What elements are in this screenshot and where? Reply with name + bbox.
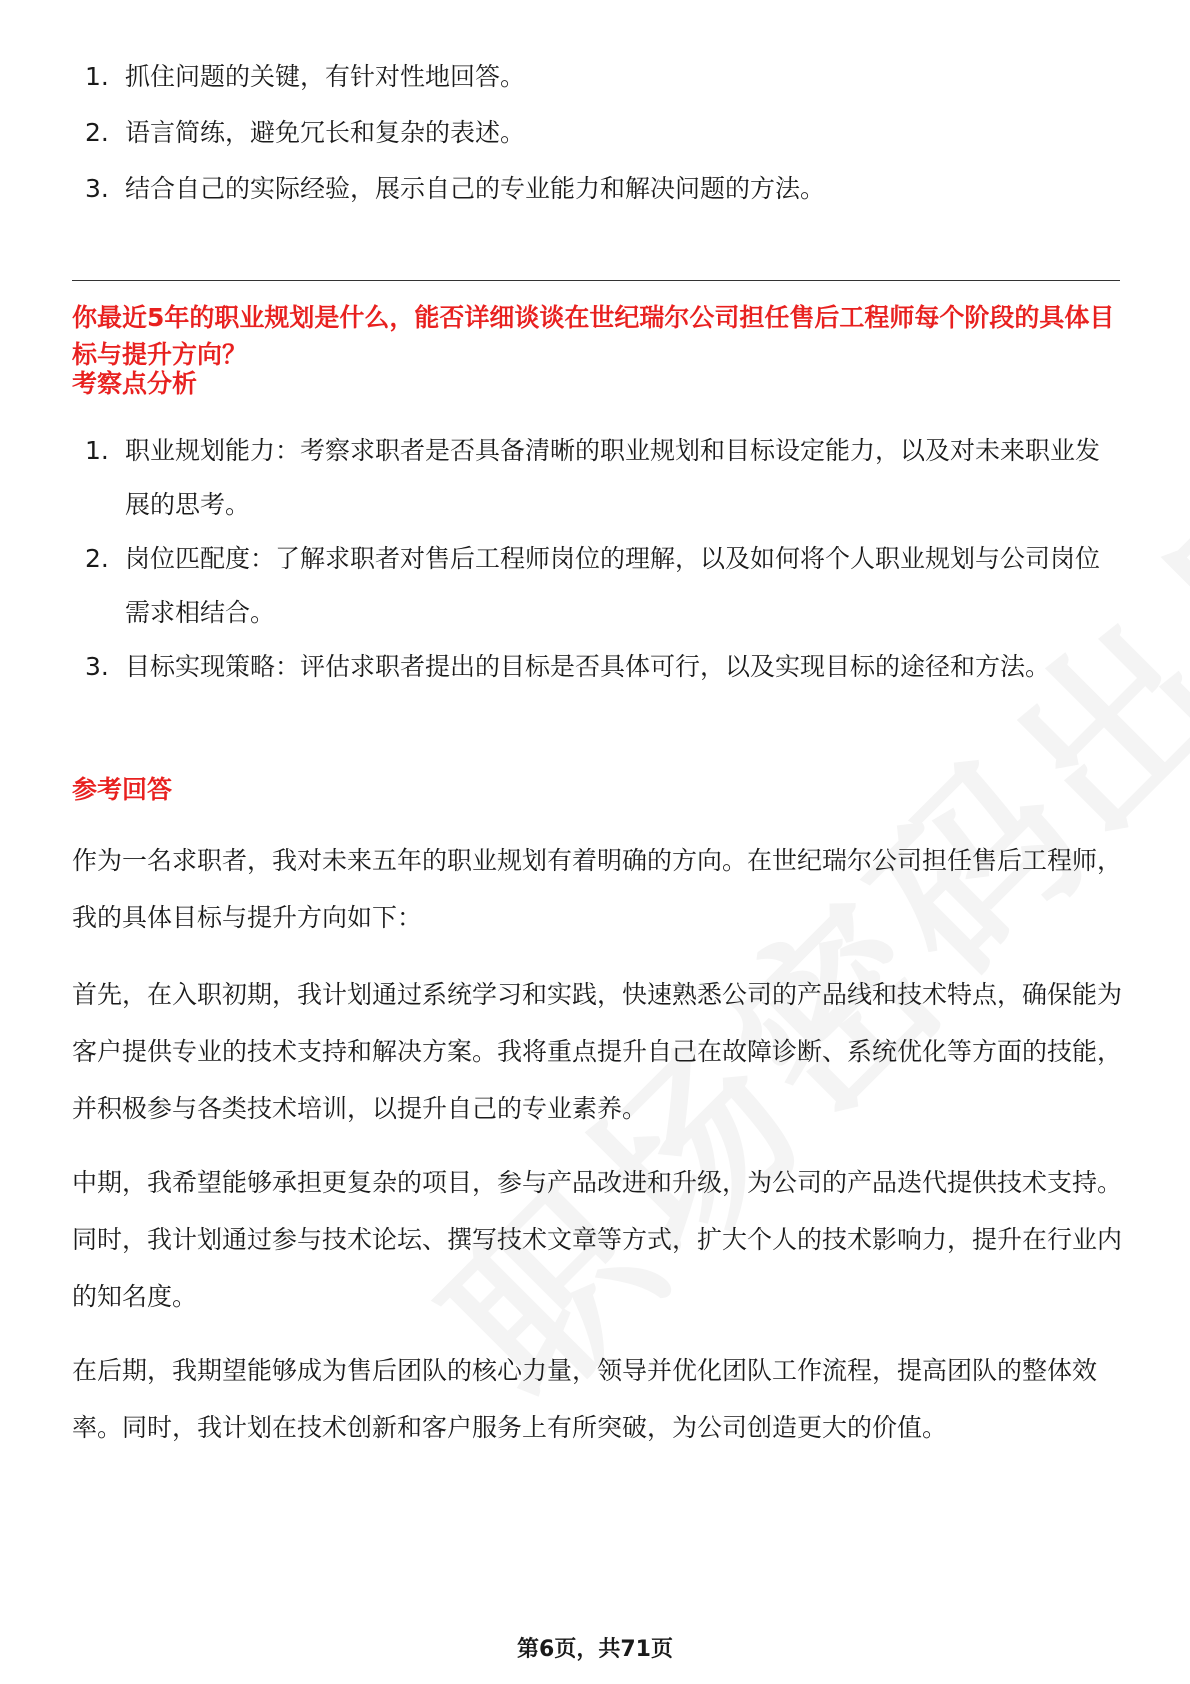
list-text: 语言简练，避免冗长和复杂的表述。 xyxy=(125,118,526,147)
answer-paragraph: 首先，在入职初期，我计划通过系统学习和实践，快速熟悉公司的产品线和技术特点，确保能为客户提供专业的技术支持和解决方案。我将重点提升自己在故障诊断、系统优化等方面的技能，并积极参与各类技术培训，以提升自己的专业素养。 xyxy=(72,980,1123,1123)
list-item xyxy=(85,104,1120,162)
list-text: 目标实现策略：评估求职者提出的目标是否具体可行，以及实现目标的途径和方法。 xyxy=(125,652,1051,681)
analysis-list xyxy=(85,424,1120,694)
list-number: 1. xyxy=(85,62,109,91)
list-number: 1. xyxy=(85,436,109,465)
answer-heading: 参考回答 xyxy=(72,775,173,804)
list-text: 岗位匹配度：了解求职者对售后工程师岗位的理解，以及如何将个人职业规划与公司岗位需求相结合。 xyxy=(125,544,1101,627)
list-item xyxy=(85,532,1120,640)
list-text: 抓住问题的关键，有针对性地回答。 xyxy=(125,62,526,91)
interview-question: 你最近5年的职业规划是什么，能否详细谈谈在世纪瑞尔公司担任售后工程师每个阶段的具体目标与提升方向？ xyxy=(72,303,1115,369)
list-number: 2. xyxy=(85,118,109,147)
section-divider xyxy=(72,280,1120,281)
list-item xyxy=(85,48,1120,106)
page-number: 第6页，共71页 xyxy=(517,1637,673,1662)
list-number: 3. xyxy=(85,174,109,203)
analysis-heading: 考察点分析 xyxy=(72,369,198,398)
list-item xyxy=(85,424,1120,532)
list-text: 职业规划能力：考察求职者是否具备清晰的职业规划和目标设定能力，以及对未来职业发展的思考。 xyxy=(125,436,1101,519)
answer-paragraph: 作为一名求职者，我对未来五年的职业规划有着明确的方向。在世纪瑞尔公司担任售后工程师，我的具体目标与提升方向如下： xyxy=(72,846,1123,932)
list-item xyxy=(85,640,1120,694)
answer-paragraph: 中期，我希望能够承担更复杂的项目，参与产品改进和升级，为公司的产品迭代提供技术支持。同时，我计划通过参与技术论坛、撰写技术文章等方式，扩大个人的技术影响力，提升在行业内的知名度。 xyxy=(72,1168,1123,1311)
list-item xyxy=(85,160,1120,218)
tips-list xyxy=(85,48,1120,218)
answer-paragraph: 在后期，我期望能够成为售后团队的核心力量，领导并优化团队工作流程，提高团队的整体效率。同时，我计划在技术创新和客户服务上有所突破，为公司创造更大的价值。 xyxy=(72,1356,1098,1442)
list-number: 3. xyxy=(85,652,109,681)
list-number: 2. xyxy=(85,544,109,573)
list-text: 结合自己的实际经验，展示自己的专业能力和解决问题的方法。 xyxy=(125,174,826,203)
